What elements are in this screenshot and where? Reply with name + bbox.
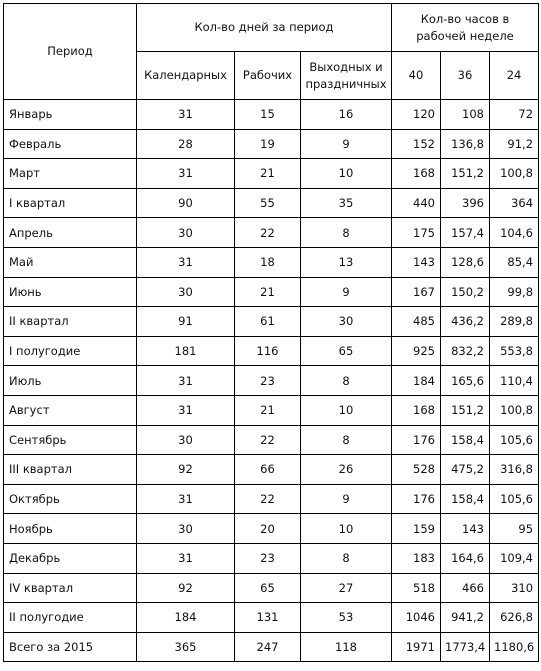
cell-period: II квартал bbox=[4, 307, 137, 337]
cell-hours-40: 152 bbox=[392, 129, 441, 159]
cell-hours-40: 485 bbox=[392, 307, 441, 337]
cell-hours-24: 626,8 bbox=[490, 603, 539, 633]
cell-calendar-days: 181 bbox=[137, 336, 235, 366]
cell-period: II полугодие bbox=[4, 603, 137, 633]
cell-hours-40: 176 bbox=[392, 425, 441, 455]
cell-weekend-days: 13 bbox=[301, 247, 392, 277]
cell-calendar-days: 30 bbox=[137, 514, 235, 544]
cell-period: Ноябрь bbox=[4, 514, 137, 544]
cell-weekend-days: 9 bbox=[301, 484, 392, 514]
header-weekend-days: Выходных и праздничных bbox=[301, 52, 392, 100]
cell-calendar-days: 31 bbox=[137, 395, 235, 425]
cell-calendar-days: 365 bbox=[137, 632, 235, 662]
table-row bbox=[4, 425, 539, 455]
cell-hours-36: 151,2 bbox=[441, 395, 490, 425]
cell-hours-36: 128,6 bbox=[441, 247, 490, 277]
cell-weekend-days: 8 bbox=[301, 543, 392, 573]
cell-period: Январь bbox=[4, 100, 137, 130]
header-hours-group: Кол-во часов в рабочей неделе bbox=[392, 4, 539, 52]
cell-working-days: 61 bbox=[235, 307, 301, 337]
cell-hours-24: 100,8 bbox=[490, 159, 539, 189]
cell-hours-24: 105,6 bbox=[490, 425, 539, 455]
cell-calendar-days: 184 bbox=[137, 603, 235, 633]
cell-hours-40: 120 bbox=[392, 100, 441, 130]
cell-working-days: 19 bbox=[235, 129, 301, 159]
cell-weekend-days: 9 bbox=[301, 277, 392, 307]
cell-calendar-days: 28 bbox=[137, 129, 235, 159]
cell-hours-36: 164,6 bbox=[441, 543, 490, 573]
cell-hours-24: 104,6 bbox=[490, 218, 539, 248]
cell-hours-24: 110,4 bbox=[490, 366, 539, 396]
cell-working-days: 18 bbox=[235, 247, 301, 277]
table-row bbox=[4, 100, 539, 130]
cell-calendar-days: 31 bbox=[137, 366, 235, 396]
cell-weekend-days: 10 bbox=[301, 395, 392, 425]
cell-calendar-days: 31 bbox=[137, 100, 235, 130]
cell-period: Апрель bbox=[4, 218, 137, 248]
table-row bbox=[4, 632, 539, 662]
cell-hours-24: 364 bbox=[490, 188, 539, 218]
cell-calendar-days: 31 bbox=[137, 159, 235, 189]
cell-hours-40: 518 bbox=[392, 573, 441, 603]
cell-hours-36: 158,4 bbox=[441, 484, 490, 514]
cell-period: Февраль bbox=[4, 129, 137, 159]
cell-working-days: 22 bbox=[235, 425, 301, 455]
working-days-table bbox=[3, 3, 539, 662]
cell-hours-40: 167 bbox=[392, 277, 441, 307]
cell-hours-40: 440 bbox=[392, 188, 441, 218]
table-row bbox=[4, 484, 539, 514]
table-row bbox=[4, 543, 539, 573]
cell-period: Март bbox=[4, 159, 137, 189]
cell-hours-24: 100,8 bbox=[490, 395, 539, 425]
cell-hours-36: 396 bbox=[441, 188, 490, 218]
cell-hours-24: 91,2 bbox=[490, 129, 539, 159]
cell-hours-36: 157,4 bbox=[441, 218, 490, 248]
cell-calendar-days: 30 bbox=[137, 218, 235, 248]
cell-hours-24: 310 bbox=[490, 573, 539, 603]
cell-period: Июнь bbox=[4, 277, 137, 307]
cell-working-days: 22 bbox=[235, 218, 301, 248]
cell-hours-40: 925 bbox=[392, 336, 441, 366]
table-row bbox=[4, 218, 539, 248]
cell-hours-36: 158,4 bbox=[441, 425, 490, 455]
cell-period: Сентябрь bbox=[4, 425, 137, 455]
cell-hours-24: 109,4 bbox=[490, 543, 539, 573]
table-body bbox=[4, 100, 539, 662]
cell-calendar-days: 30 bbox=[137, 425, 235, 455]
cell-working-days: 66 bbox=[235, 455, 301, 485]
cell-hours-24: 99,8 bbox=[490, 277, 539, 307]
cell-weekend-days: 10 bbox=[301, 514, 392, 544]
cell-weekend-days: 8 bbox=[301, 218, 392, 248]
cell-period: IV квартал bbox=[4, 573, 137, 603]
header-hours-24: 24 bbox=[490, 52, 539, 100]
table-row bbox=[4, 129, 539, 159]
cell-calendar-days: 92 bbox=[137, 573, 235, 603]
cell-period: Август bbox=[4, 395, 137, 425]
header-calendar-days: Календарных bbox=[137, 52, 235, 100]
cell-hours-40: 159 bbox=[392, 514, 441, 544]
cell-working-days: 22 bbox=[235, 484, 301, 514]
cell-working-days: 20 bbox=[235, 514, 301, 544]
header-days-group: Кол-во дней за период bbox=[137, 4, 392, 52]
cell-weekend-days: 118 bbox=[301, 632, 392, 662]
cell-hours-36: 941,2 bbox=[441, 603, 490, 633]
cell-weekend-days: 35 bbox=[301, 188, 392, 218]
cell-hours-36: 151,2 bbox=[441, 159, 490, 189]
cell-working-days: 23 bbox=[235, 366, 301, 396]
cell-hours-36: 136,8 bbox=[441, 129, 490, 159]
cell-hours-36: 108 bbox=[441, 100, 490, 130]
cell-working-days: 21 bbox=[235, 395, 301, 425]
cell-hours-40: 175 bbox=[392, 218, 441, 248]
cell-weekend-days: 26 bbox=[301, 455, 392, 485]
table-row bbox=[4, 247, 539, 277]
cell-hours-36: 150,2 bbox=[441, 277, 490, 307]
table-row bbox=[4, 573, 539, 603]
table-row bbox=[4, 366, 539, 396]
cell-hours-40: 176 bbox=[392, 484, 441, 514]
cell-weekend-days: 65 bbox=[301, 336, 392, 366]
cell-calendar-days: 91 bbox=[137, 307, 235, 337]
cell-hours-24: 95 bbox=[490, 514, 539, 544]
cell-working-days: 131 bbox=[235, 603, 301, 633]
cell-period: Июль bbox=[4, 366, 137, 396]
cell-period: Октябрь bbox=[4, 484, 137, 514]
cell-calendar-days: 90 bbox=[137, 188, 235, 218]
cell-hours-40: 168 bbox=[392, 159, 441, 189]
cell-hours-24: 72 bbox=[490, 100, 539, 130]
table-row bbox=[4, 159, 539, 189]
table-row bbox=[4, 277, 539, 307]
cell-calendar-days: 31 bbox=[137, 484, 235, 514]
cell-hours-40: 183 bbox=[392, 543, 441, 573]
cell-working-days: 65 bbox=[235, 573, 301, 603]
cell-calendar-days: 31 bbox=[137, 543, 235, 573]
cell-working-days: 21 bbox=[235, 277, 301, 307]
cell-working-days: 23 bbox=[235, 543, 301, 573]
cell-hours-24: 316,8 bbox=[490, 455, 539, 485]
table-row bbox=[4, 514, 539, 544]
cell-hours-40: 528 bbox=[392, 455, 441, 485]
cell-hours-36: 143 bbox=[441, 514, 490, 544]
table-row bbox=[4, 188, 539, 218]
cell-hours-36: 165,6 bbox=[441, 366, 490, 396]
cell-weekend-days: 8 bbox=[301, 425, 392, 455]
cell-working-days: 247 bbox=[235, 632, 301, 662]
cell-weekend-days: 8 bbox=[301, 366, 392, 396]
cell-hours-36: 1773,4 bbox=[441, 632, 490, 662]
cell-hours-40: 1046 bbox=[392, 603, 441, 633]
cell-hours-24: 105,6 bbox=[490, 484, 539, 514]
table-row bbox=[4, 307, 539, 337]
calendar-table-container bbox=[3, 3, 539, 662]
cell-period: Май bbox=[4, 247, 137, 277]
header-hours-40: 40 bbox=[392, 52, 441, 100]
header-row-top bbox=[4, 4, 539, 52]
cell-hours-24: 85,4 bbox=[490, 247, 539, 277]
header-period: Период bbox=[4, 4, 137, 100]
cell-weekend-days: 9 bbox=[301, 129, 392, 159]
cell-hours-36: 436,2 bbox=[441, 307, 490, 337]
table-row bbox=[4, 455, 539, 485]
cell-weekend-days: 10 bbox=[301, 159, 392, 189]
cell-period: Всего за 2015 bbox=[4, 632, 137, 662]
cell-weekend-days: 27 bbox=[301, 573, 392, 603]
cell-hours-40: 143 bbox=[392, 247, 441, 277]
header-hours-36: 36 bbox=[441, 52, 490, 100]
cell-calendar-days: 31 bbox=[137, 247, 235, 277]
cell-hours-36: 832,2 bbox=[441, 336, 490, 366]
table-row bbox=[4, 603, 539, 633]
cell-weekend-days: 30 bbox=[301, 307, 392, 337]
cell-hours-24: 1180,6 bbox=[490, 632, 539, 662]
table-row bbox=[4, 395, 539, 425]
cell-weekend-days: 53 bbox=[301, 603, 392, 633]
cell-hours-24: 289,8 bbox=[490, 307, 539, 337]
cell-calendar-days: 92 bbox=[137, 455, 235, 485]
table-row bbox=[4, 336, 539, 366]
cell-working-days: 15 bbox=[235, 100, 301, 130]
cell-hours-36: 475,2 bbox=[441, 455, 490, 485]
cell-period: I полугодие bbox=[4, 336, 137, 366]
cell-working-days: 21 bbox=[235, 159, 301, 189]
cell-hours-40: 168 bbox=[392, 395, 441, 425]
header-working-days: Рабочих bbox=[235, 52, 301, 100]
cell-working-days: 55 bbox=[235, 188, 301, 218]
cell-hours-24: 553,8 bbox=[490, 336, 539, 366]
cell-period: Декабрь bbox=[4, 543, 137, 573]
cell-working-days: 116 bbox=[235, 336, 301, 366]
cell-hours-36: 466 bbox=[441, 573, 490, 603]
cell-hours-40: 184 bbox=[392, 366, 441, 396]
cell-period: I квартал bbox=[4, 188, 137, 218]
cell-period: III квартал bbox=[4, 455, 137, 485]
cell-weekend-days: 16 bbox=[301, 100, 392, 130]
cell-hours-40: 1971 bbox=[392, 632, 441, 662]
cell-calendar-days: 30 bbox=[137, 277, 235, 307]
